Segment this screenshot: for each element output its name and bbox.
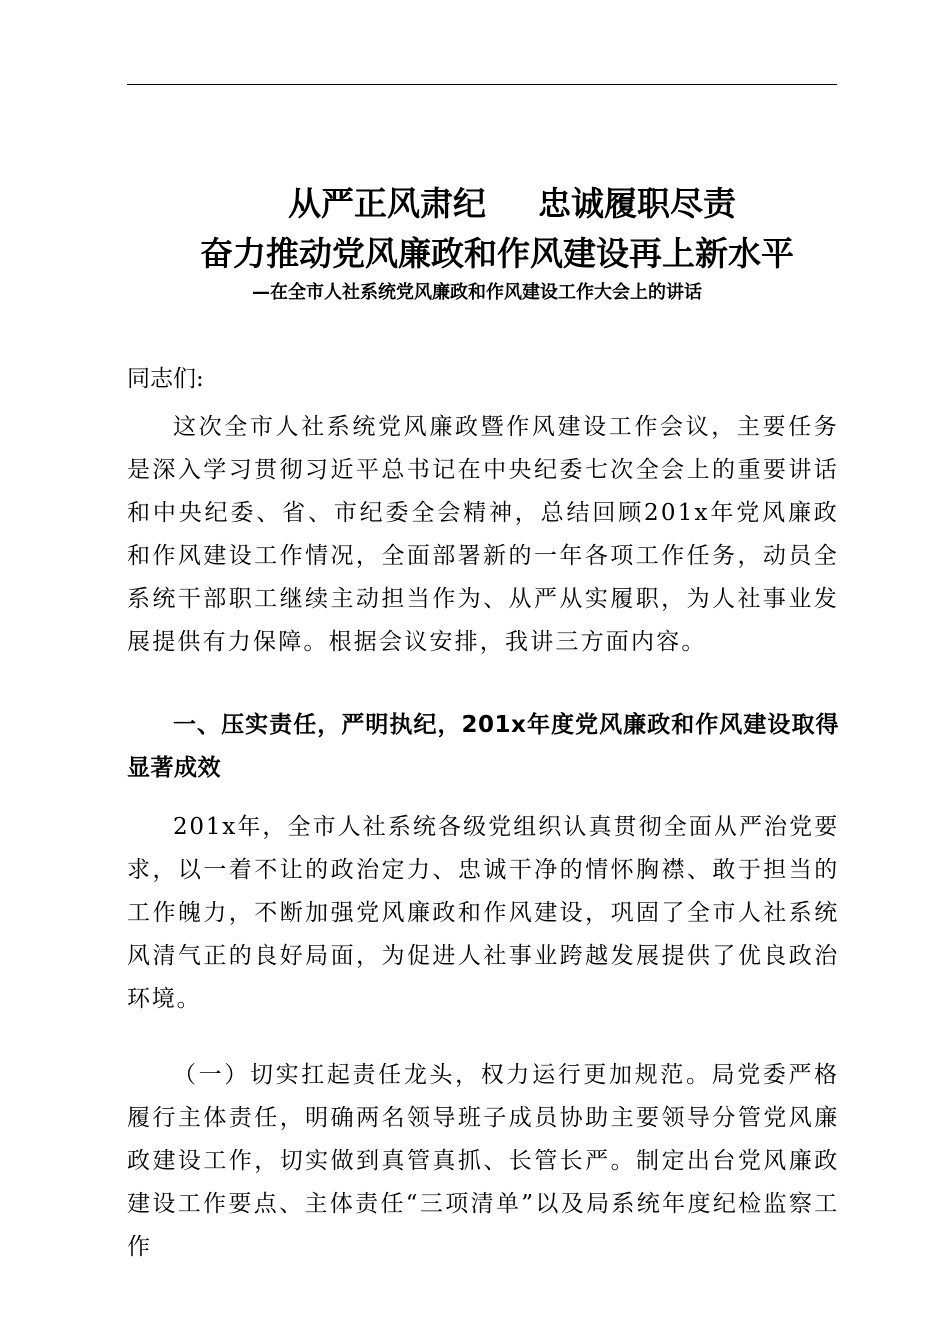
title-line-1-part-2: 忠诚履职尽责: [538, 184, 736, 223]
subtitle-text: —在全市人社系统党风廉政和作风建设工作大会上的讲话: [252, 282, 702, 303]
section-heading-1: 一、压实责任，严明执纪，201x年度党风廉政和作风建设取得显著成效: [127, 712, 839, 781]
header-rule: [127, 84, 837, 85]
paragraph-summary: 201x年，全市人社系统各级党组织认真贯彻全面从严治党要求，以一着不让的政治定力、忠诚干净的情怀胸襟、敢于担当的工作魄力，不断加强党风廉政和作风建设，巩固了全市人社系统风清气正的良好局面，为促进人社事业跨越发展提供了优良政治环境。: [127, 814, 839, 1012]
paragraph-intro: 这次全市人社系统党风廉政暨作风建设工作会议，主要任务是深入学习贯彻习近平总书记在中央纪委七次全会上的重要讲话和中央纪委、省、市纪委全会精神，总结回顾201x年党风廉政和作风建设工作情况，全面部署新的一年各项工作任务，动员全系统干部职工继续主动担当作为、从严从实履职，为人社事业发展提供有力保障。根据会议安排，我讲三方面内容。: [127, 414, 839, 655]
title-line-1-part-1: 从严正风肃纪: [288, 184, 486, 223]
greeting: 同志们:: [127, 366, 204, 392]
title-line-2-text: 奋力推动党风廉政和作风建设再上新水平: [200, 234, 794, 273]
paragraph-subsection-1: （一）切实扛起责任龙头，权力运行更加规范。局党委严格履行主体责任，明确两名领导班子成员协助主要领导分管党风廉政建设工作，切实做到真管真抓、长管长严。制定出台党风廉政建设工作要点、主体责任“三项清单”以及局系统年度纪检监察工作: [127, 1062, 839, 1260]
